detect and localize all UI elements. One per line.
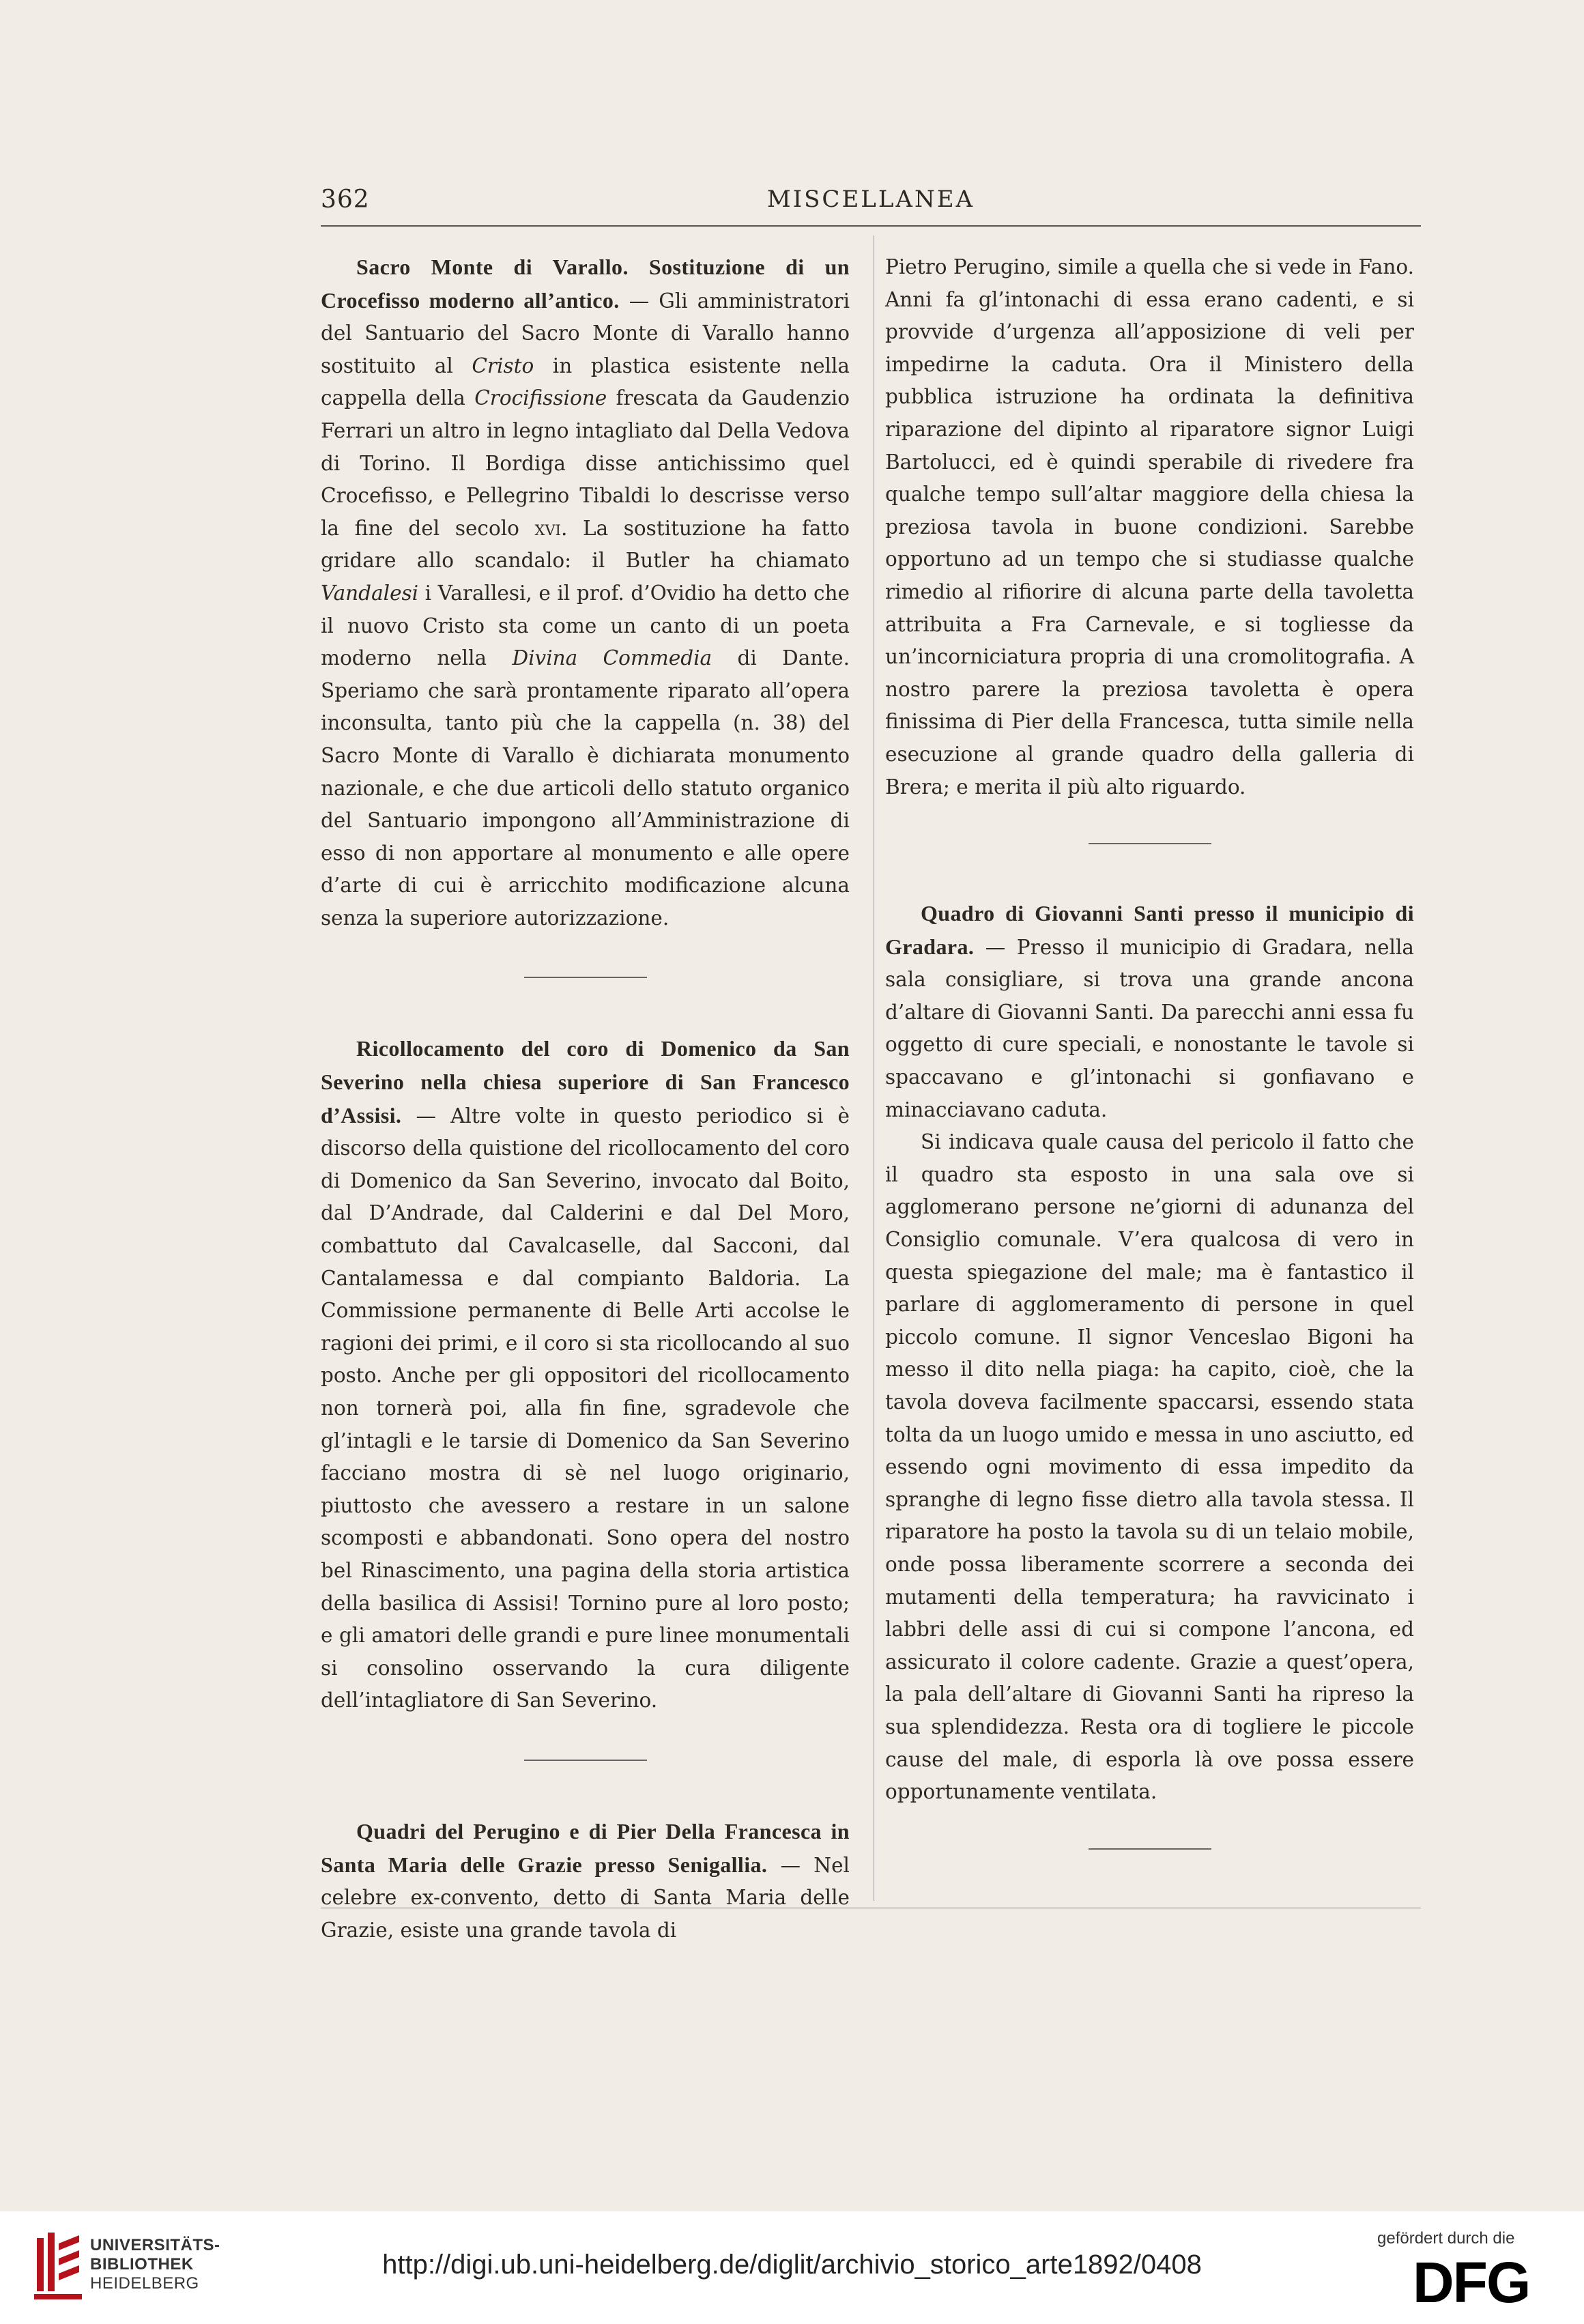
section-separator <box>524 1760 647 1761</box>
footer-bar <box>0 2211 1584 2324</box>
running-title: MISCELLANEA <box>766 186 975 213</box>
funded-by-label: gefördert durch die <box>1377 2229 1515 2248</box>
page-number: 362 <box>321 186 370 214</box>
library-name: UNIVERSITÄTS- BIBLIOTHEK HEIDELBERG <box>90 2236 220 2293</box>
page-header <box>321 186 1421 217</box>
article-varallo: Sacro Monte di Varallo. Sostituzione di un Crocefisso moderno all’antico. — Gli amministratori del Santuario del Sacro Monte di Varallo hanno sostituito al Cristo in plastica esistente nella cappella della Crocifissione frescata da Gaudenzio Ferrari un altro in legno intagliato dal Della Vedova di Torino. Il Bordiga disse antichissimo quel Crocefisso, e Pellegrino Tibaldi lo descrisse verso la fine del secolo xvi. La sostituzione ha fatto gridare allo scandalo: il Butler ha chiamato Vandalesi i Varallesi, e il prof. d’Ovidio ha detto che il nuovo Cristo sta come un canto di un poeta moderno nella Divina Commedia di Dante. Speriamo che sarà prontamente riparato all’opera inconsulta, tanto più che la cappella (n. 38) del Sacro Monte di Varallo è dichiarata monumento nazionale, e che due articoli dello statuto organico del Santuario impongono all’Amministrazione di esso di non apportare al monumento e alle opere d’arte di cui è arricchito modificazione alcuna senza la superiore autorizzazione. <box>321 255 850 930</box>
header-rule <box>321 225 1421 227</box>
section-separator <box>1089 843 1211 844</box>
section-separator <box>524 977 647 978</box>
left-column <box>321 251 850 1947</box>
article-heading: Quadro di Giovanni Santi presso il municipio di Gradara. <box>885 901 1414 959</box>
article-senigallia-continued: Pietro Perugino, simile a quella che si vede in Fano. Anni fa gl’intonachi di essa erano cadenti, e si provvide d’urgenza all’apposizione di veli per impedirne la caduta. Ora il Ministero della pubblica istruzione ha ordinata la definitiva riparazione del dipinto al riparatore signor Luigi Bartolucci, ed è quindi sperabile di rivedere fra qualche tempo sull’altar maggiore della chiesa la preziosa tavola in buone condizioni. Sarebbe opportuno ad un tempo che si studiasse qualche rimedio al rifiorire di alcuna parte della tavoletta attribuita a Fra Carnevale, e si togliesse da un’incorniciatura propria di una cromolitografia. A nostro parere la preziosa tavoletta è opera finissima di Pier della Francesca, tutta simile nella esecuzione al grande quadro della galleria di Brera; e merita il più alto riguardo. <box>885 255 1414 799</box>
article-gradara-paragraph: Si indicava quale causa del pericolo il fatto che il quadro sta esposto in una sala ove si agglomerano persone ne’giorni di adunanza del Consiglio comunale. V’era qualcosa di vero in questa spiegazione del male; ma è fantastico il parlare di agglomeramento di persone in quel piccolo comune. Il signor Venceslao Bigoni ha messo il dito nella piaga: ha capito, cioè, che la tavola doveva facilmente spaccarsi, essendo stata tolta da un luogo umido e messa in uno asciutto, ed essendo ogni movimento di essa impedito da spranghe di legno fisse dietro alla tavola stessa. Il riparatore ha posto la tavola su di un telaio mobile, onde possa liberamente scorrere a seconda dei mutamenti della temperatura; ha ravvicinato i labbri delle assi di cui si compone l’ancona, ed assicurato il colore cadente. Grazie a quest’opera, la pala dell’altare di Giovanni Santi ha ripreso la sua splendidezza. Resta ora di togliere le piccole cause del male, di esporla là ove possa essere opportunamente ventilata. <box>885 1130 1414 1804</box>
article-gradara: Quadro di Giovanni Santi presso il municipio di Gradara. — Presso il municipio di Gradara, nella sala consigliare, si trova una grande ancona d’altare di Giovanni Santi. Da parecchi anni essa fu oggetto di cure speciali, e nonostante le tavole si spaccavano e gl’intonachi si gonfiavano e minacciavano caduta. <box>885 901 1414 1121</box>
article-assisi: Ricollocamento del coro di Domenico da San Severino nella chiesa superiore di San Francesco d’Assisi. — Altre volte in questo periodico si è discorso della quistione del ricollocamento del coro di Domenico da San Severino, invocato dal Boito, dal D’Andrade, dal Calderini e dal Del Moro, combattuto dal Cavalcaselle, dal Sacconi, dal Cantalamessa e dal compianto Baldoria. La Commissione permanente di Belle Arti accolse le ragioni dei primi, e il coro si sta ricollocando al suo posto. Anche per gli oppositori del ricollocamento non tornerà poi, alla fin fine, sgradevole che gl’intagli e le tarsie di Domenico da San Severino facciano mostra di sè nel luogo originario, piuttosto che avessero a restare in un salone scomposti e abbandonati. Sono opera del nostro bel Rinascimento, una pagina della storia artistica della basilica di Assisi! Tornino pure al loro posto; e gli amatori delle grandi e pure linee monumentali si consolino osservando la cura diligente dell’intagliatore di San Severino. <box>321 1036 850 1712</box>
article-heading: Quadri del Perugino e di Pier Della Francesca in Santa Maria delle Grazie presso Senigallia. <box>321 1818 850 1877</box>
article-senigallia: Quadri del Perugino e di Pier Della Francesca in Santa Maria delle Grazie presso Senigallia. — Nel celebre ex-convento, detto di Santa Maria delle Grazie, esiste una grande tavola di <box>321 1818 850 1942</box>
source-url-link[interactable]: http://digi.ub.uni-heidelberg.de/diglit/archivio_storico_arte1892/0408 <box>382 2250 1202 2280</box>
article-heading: Ricollocamento del coro di Domenico da San Severino nella chiesa superiore di San Francesco d’Assisi. <box>321 1036 850 1128</box>
dfg-logo: DFG <box>1413 2250 1530 2314</box>
section-separator <box>1089 1848 1211 1850</box>
right-column <box>885 251 1414 1903</box>
article-heading: Sacro Monte di Varallo. Sostituzione di un Crocefisso moderno all’antico. <box>321 255 850 313</box>
